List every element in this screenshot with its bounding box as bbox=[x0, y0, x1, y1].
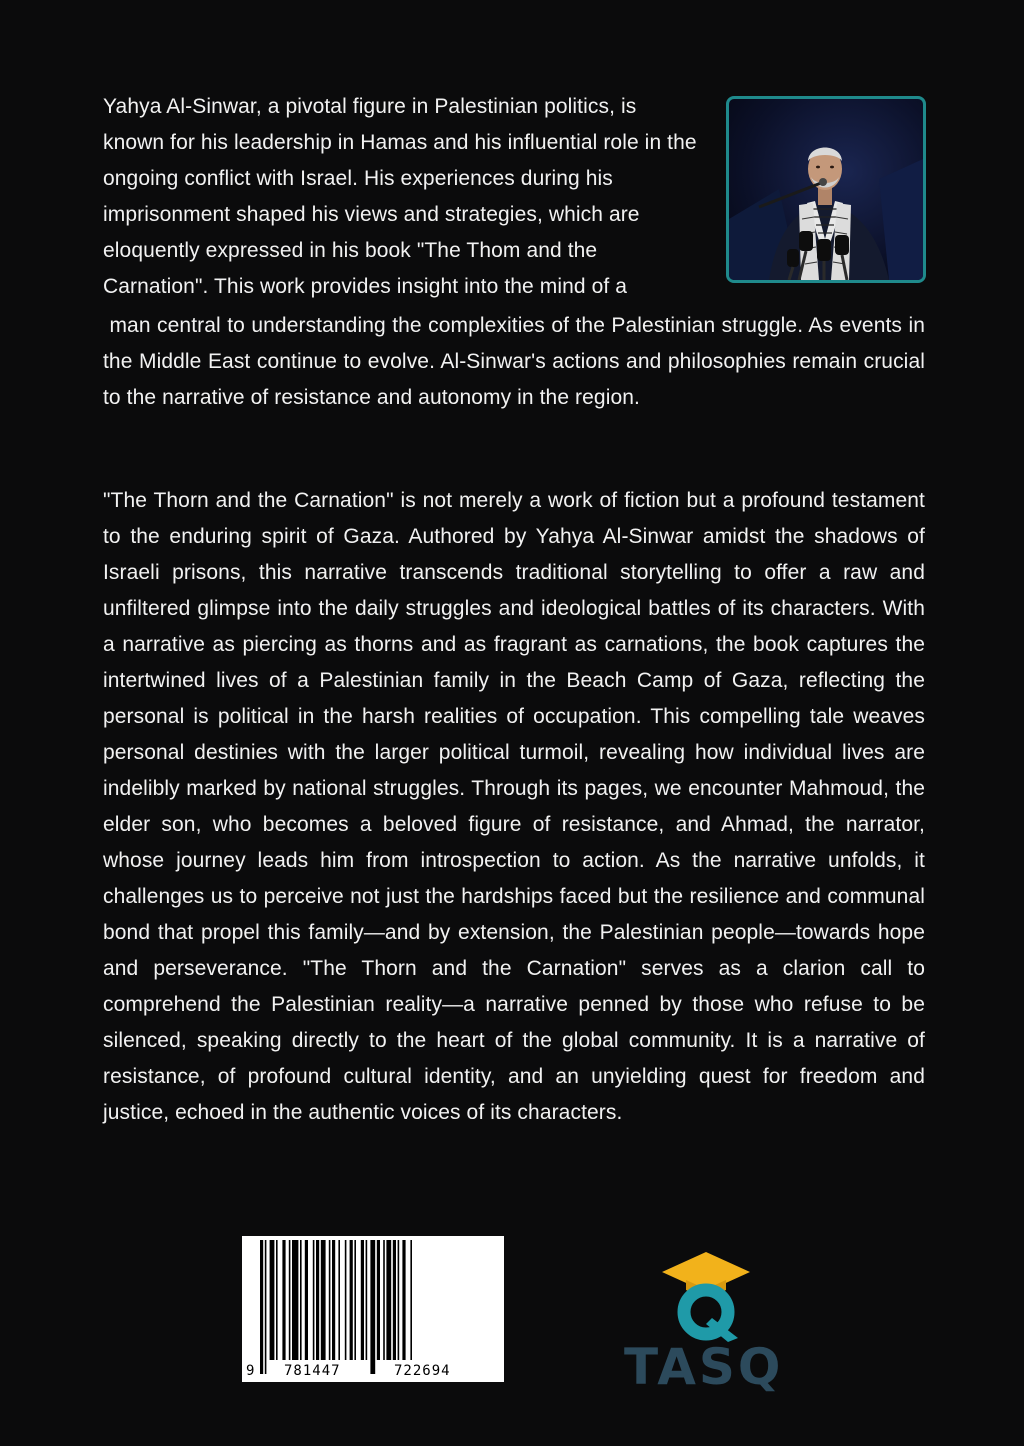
barcode-bars bbox=[242, 1236, 504, 1382]
barcode-bar bbox=[300, 1240, 302, 1360]
barcode-bar bbox=[292, 1240, 298, 1360]
barcode-bar bbox=[345, 1240, 347, 1360]
description-paragraph: "The Thorn and the Carnation" is not merely a work of fiction but a profound testament to the enduring spirit of Gaza. Authored by Yahya Al-Sinwar amidst the shadows of Israeli prisons, this narrative transcends traditional storytelling to offer a raw and unfiltered glimpse into the daily struggles and ideological battles of its characters. With a narrative as piercing as thorns and as fragrant as carnations, the book captures the intertwined lives of a Palestinian family in the Beach Camp of Gaza, reflecting the personal is political in the harsh realities of occupation. This compelling tale weaves personal destinies with the larger political turmoil, revealing how individual lives are indelibly marked by national struggles. Through its pages, we encounter Mahmoud, the elder son, who becomes a beloved figure of resistance, and Ahmad, the narrator, whose journey leads him from introspection to action. As the narrative unfolds, it challenges us to perceive not just the hardships faced but the resilience and communal bond that propel this family—and by extension, the Palestinian people—towards hope and perseverance. "The Thorn and the Carnation" serves as a clarion call to comprehend the Palestinian reality—a narrative penned by those who refuse to be silenced, speaking directly to the heart of the global community. It is a narrative of resistance, of profound cultural identity, and an unyielding quest for freedom and justice, echoed in the authentic voices of its characters. bbox=[103, 489, 925, 1124]
barcode-bar bbox=[377, 1240, 380, 1360]
speaker-illustration bbox=[729, 99, 923, 280]
barcode-bar bbox=[354, 1240, 356, 1360]
barcode-group-2: 722694 bbox=[394, 1363, 451, 1379]
barcode-bar bbox=[361, 1240, 364, 1360]
barcode-bar bbox=[321, 1240, 326, 1360]
barcode-bar bbox=[260, 1240, 263, 1374]
publisher-name: TASQ bbox=[624, 1338, 784, 1396]
barcode-bar bbox=[305, 1240, 308, 1360]
barcode-bar bbox=[282, 1240, 285, 1360]
barcode-bar bbox=[270, 1240, 275, 1360]
barcode-bar bbox=[350, 1240, 353, 1360]
barcode-bar bbox=[265, 1240, 267, 1374]
intro-paragraph-continuation bbox=[103, 308, 925, 416]
barcode-bar bbox=[366, 1240, 368, 1360]
barcode-bar bbox=[370, 1240, 375, 1374]
barcode-bar bbox=[289, 1240, 291, 1360]
barcode-bar bbox=[332, 1240, 335, 1360]
barcode-bar bbox=[386, 1240, 391, 1360]
barcode-bar bbox=[316, 1240, 319, 1360]
intro-paragraph: Yahya Al-Sinwar, a pivotal figure in Palestinian politics, is known for his leadership in Hamas and his influential role in the ongoing conflict with Israel. His experiences during his imprisonment shaped his views and strategies, which are eloquently expressed in his book "The Thom and the Carnation". This work provides insight into the mind of a bbox=[103, 95, 697, 298]
barcode-digits bbox=[242, 1363, 504, 1382]
barcode-bar bbox=[338, 1240, 340, 1360]
barcode-digit-left: 9 bbox=[246, 1363, 255, 1379]
barcode-bar bbox=[393, 1240, 396, 1360]
barcode-bar bbox=[398, 1240, 400, 1360]
barcode-bar bbox=[402, 1240, 405, 1360]
barcode-bar bbox=[410, 1240, 412, 1360]
barcode-bar bbox=[383, 1240, 385, 1360]
author-photo bbox=[726, 96, 926, 283]
barcode-bar bbox=[276, 1240, 278, 1360]
barcode-bar bbox=[329, 1240, 331, 1360]
barcode-bar bbox=[313, 1240, 315, 1360]
intro-continuation-text: man central to understanding the complexities of the Palestinian struggle. As events in the Middle East continue to evolve. Al-Sinwar's actions and philosophies remain crucial to the narrative of resistance and autonomy in the region. bbox=[103, 314, 926, 409]
barcode-group-1: 781447 bbox=[284, 1363, 341, 1379]
isbn-barcode bbox=[242, 1236, 504, 1382]
